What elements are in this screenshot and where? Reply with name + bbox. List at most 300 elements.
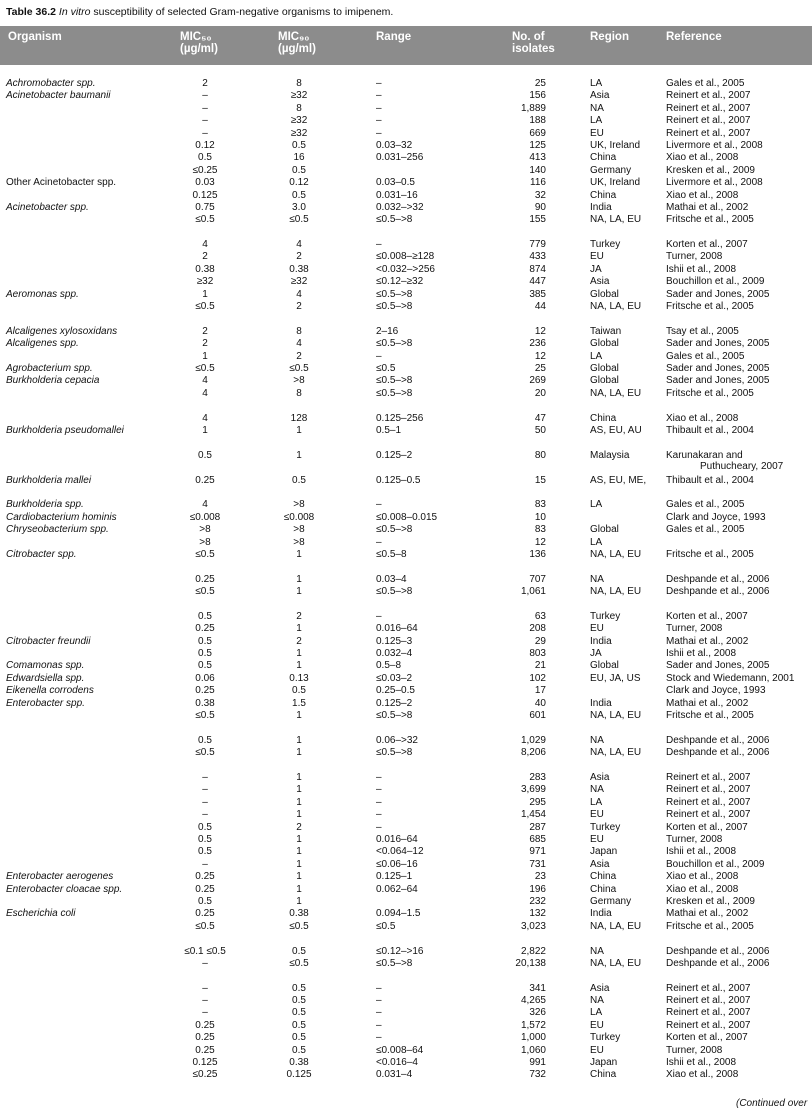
- cell-region: LA: [590, 350, 603, 362]
- cell-isolates: 102: [529, 672, 546, 684]
- reference-text: Reinert et al., 2007: [666, 1019, 751, 1031]
- cell-mic90: 1: [296, 734, 302, 746]
- cell-isolates: 874: [529, 263, 546, 275]
- cell-organism: Burkholderia pseudomallei: [6, 424, 124, 436]
- cell-mic90: 2: [296, 821, 302, 833]
- cell-range: –: [376, 772, 382, 784]
- cell-mic50: 0.38: [195, 263, 215, 275]
- cell-range: ≤0.5–8: [376, 548, 407, 560]
- cell-mic50: 0.5: [198, 635, 212, 647]
- table-header: [0, 26, 812, 65]
- cell-region: Japan: [590, 1057, 618, 1069]
- cell-region: China: [590, 883, 617, 895]
- cell-isolates: 155: [529, 214, 546, 226]
- cell-isolates: 707: [529, 573, 546, 585]
- table-row: [0, 512, 812, 524]
- cell-region: LA: [590, 1007, 603, 1019]
- cell-mic90: 1: [296, 833, 302, 845]
- cell-isolates: 295: [529, 796, 546, 808]
- cell-mic50: 0.25: [195, 1019, 215, 1031]
- header-mic90-l1: MIC₉₀: [278, 31, 310, 43]
- cell-reference: [666, 710, 754, 722]
- reference-text: Reinert et al., 2007: [666, 784, 751, 796]
- cell-mic50: 0.5: [198, 833, 212, 845]
- reference-text: Xiao et al., 2008: [666, 412, 739, 424]
- cell-isolates: 779: [529, 239, 546, 251]
- cell-reference: [666, 772, 751, 784]
- cell-mic90: 1.5: [292, 697, 306, 709]
- cell-mic90: 4: [296, 239, 302, 251]
- table-row: [0, 921, 812, 946]
- cell-region: JA: [590, 263, 602, 275]
- table-row: [0, 995, 812, 1007]
- cell-range: –: [376, 1032, 382, 1044]
- cell-region: EU: [590, 833, 604, 845]
- table-row: [0, 735, 812, 747]
- cell-mic50: ≤0.5: [195, 548, 215, 560]
- cell-region: India: [590, 635, 612, 647]
- cell-range: –: [376, 78, 382, 89]
- reference-text: Mathai et al., 2002: [666, 201, 749, 213]
- cell-region: NA, LA, EU: [590, 920, 642, 932]
- cell-region: Asia: [590, 276, 610, 288]
- cell-mic50: –: [202, 784, 208, 796]
- table-row: [0, 103, 812, 115]
- table-row: [0, 784, 812, 796]
- cell-mic50: 0.25: [195, 883, 215, 895]
- table-row: [0, 375, 812, 387]
- table-row: [0, 264, 812, 276]
- reference-text: Reinert et al., 2007: [666, 796, 751, 808]
- cell-mic90: 0.38: [289, 908, 309, 920]
- cell-reference: [666, 152, 738, 164]
- cell-isolates: 140: [529, 164, 546, 176]
- cell-mic50: ≤0.5: [195, 920, 215, 932]
- cell-range: ≤0.5–>8: [376, 288, 413, 300]
- reference-text: Deshpande et al., 2006: [666, 734, 770, 746]
- cell-range: 0.06–>32: [376, 734, 418, 746]
- cell-reference: [666, 586, 769, 598]
- cell-mic50: ≤0.5: [195, 363, 215, 375]
- cell-reference: [666, 747, 769, 759]
- cell-organism: Other Acinetobacter spp.: [6, 177, 117, 189]
- cell-mic90: 0.5: [292, 995, 306, 1007]
- cell-region: NA, LA, EU: [590, 548, 642, 560]
- cell-mic90: 1: [296, 660, 302, 672]
- cell-mic50: 2: [202, 78, 208, 89]
- cell-range: 2–16: [376, 325, 399, 337]
- cell-region: EU: [590, 1019, 604, 1031]
- cell-mic50: 4: [202, 387, 208, 399]
- cell-mic90: 1: [296, 648, 302, 660]
- cell-reference: [666, 425, 754, 437]
- reference-text: Fritsche et al., 2005: [666, 548, 754, 560]
- cell-region: NA, LA, EU: [590, 710, 642, 722]
- cell-region: NA, LA, EU: [590, 586, 642, 598]
- reference-text: Sader and Jones, 2005: [666, 375, 770, 387]
- cell-isolates: 447: [529, 276, 546, 288]
- cell-isolates: 433: [529, 251, 546, 263]
- cell-reference: [666, 90, 751, 102]
- cell-region: EU, JA, US: [590, 672, 641, 684]
- reference-text: Fritsche et al., 2005: [666, 920, 754, 932]
- cell-reference: [666, 301, 754, 313]
- cell-mic50: 0.5: [198, 734, 212, 746]
- reference-text: Turner, 2008: [666, 251, 723, 263]
- cell-organism: Enterobacter spp.: [6, 697, 85, 709]
- cell-mic90: ≤0.5: [289, 920, 309, 932]
- cell-region: China: [590, 412, 617, 424]
- cell-mic50: –: [202, 102, 208, 114]
- reference-text: Bouchillon et al., 2009: [666, 276, 765, 288]
- cell-mic90: 1: [296, 424, 302, 436]
- table-row: [0, 549, 812, 574]
- table-row: [0, 1057, 812, 1069]
- cell-range: 0.125–1: [376, 871, 413, 883]
- cell-range: ≤0.5–>8: [376, 524, 413, 536]
- cell-reference: [666, 871, 738, 883]
- cell-range: –: [376, 115, 382, 127]
- table-row: [0, 475, 812, 500]
- cell-reference: [666, 363, 769, 375]
- cell-isolates: 269: [529, 375, 546, 387]
- cell-region: Asia: [590, 772, 610, 784]
- table-row: [0, 140, 812, 152]
- reference-text: Fritsche et al., 2005: [666, 710, 754, 722]
- reference-text: Gales et al., 2005: [666, 499, 745, 511]
- cell-region: Asia: [590, 90, 610, 102]
- cell-range: <0.064–12: [376, 846, 424, 858]
- reference-text: Livermore et al., 2008: [666, 177, 763, 189]
- cell-mic50: 0.03: [195, 177, 215, 189]
- reference-text: Sader and Jones, 2005: [666, 338, 770, 350]
- cell-reference: [666, 115, 751, 127]
- cell-isolates: 125: [529, 139, 546, 151]
- cell-mic90: ≥32: [290, 115, 308, 127]
- reference-text: Fritsche et al., 2005: [666, 301, 754, 313]
- reference-text: Ishii et al., 2008: [666, 648, 737, 660]
- cell-organism: Enterobacter cloacae spp.: [6, 883, 123, 895]
- reference-text: Korten et al., 2007: [666, 610, 748, 622]
- cell-range: ≤0.5–>8: [376, 375, 413, 387]
- reference-text: Gales et al., 2005: [666, 350, 745, 362]
- cell-reference: [666, 685, 766, 697]
- cell-region: Global: [590, 660, 619, 672]
- cell-mic50: 4: [202, 499, 208, 511]
- table-row: [0, 946, 812, 958]
- cell-range: 0.016–64: [376, 833, 418, 845]
- cell-reference: [666, 549, 754, 561]
- cell-region: NA: [590, 573, 604, 585]
- cell-mic50: –: [202, 809, 208, 821]
- table-row: [0, 896, 812, 908]
- cell-mic50: 0.5: [198, 449, 212, 461]
- table-row: [0, 128, 812, 140]
- cell-reference: [666, 375, 769, 387]
- table-row: [0, 636, 812, 648]
- cell-mic50: 0.75: [195, 201, 215, 213]
- cell-mic90: 1: [296, 809, 302, 821]
- cell-range: ≤0.5–>8: [376, 710, 413, 722]
- cell-isolates: 63: [534, 610, 546, 622]
- cell-mic50: –: [202, 957, 208, 969]
- cell-region: Japan: [590, 846, 618, 858]
- cell-region: NA, LA, EU: [590, 957, 642, 969]
- cell-region: Turkey: [590, 821, 621, 833]
- table-row: [0, 276, 812, 288]
- cell-region: China: [590, 189, 617, 201]
- cell-reference: [666, 1045, 722, 1057]
- reference-text: Reinert et al., 2007: [666, 1007, 751, 1019]
- cell-mic50: 4: [202, 239, 208, 251]
- cell-reference: [666, 574, 769, 586]
- cell-range: 0.094–1.5: [376, 908, 421, 920]
- cell-region: Asia: [590, 858, 610, 870]
- cell-range: –: [376, 610, 382, 622]
- cell-mic90: 2: [296, 635, 302, 647]
- cell-organism: Comamonas spp.: [6, 660, 85, 672]
- cell-mic50: –: [202, 982, 208, 994]
- cell-isolates: 80: [534, 449, 546, 461]
- table-body: [0, 78, 812, 1082]
- cell-mic90: 1: [296, 623, 302, 635]
- cell-isolates: 47: [534, 412, 546, 424]
- reference-text: Turner, 2008: [666, 1044, 723, 1056]
- table-row: [0, 884, 812, 896]
- cell-range: 0.016–64: [376, 623, 418, 635]
- table-row: [0, 685, 812, 697]
- cell-reference: [666, 946, 769, 958]
- cell-mic90: ≥32: [290, 90, 308, 102]
- table-row: [0, 698, 812, 710]
- cell-range: ≤0.5–>8: [376, 387, 413, 399]
- cell-mic50: >8: [199, 536, 211, 548]
- cell-range: –: [376, 995, 382, 1007]
- table-row: [0, 1069, 812, 1081]
- cell-range: 0.031–4: [376, 1069, 413, 1081]
- cell-region: NA, LA, EU: [590, 301, 642, 313]
- cell-mic50: –: [202, 90, 208, 102]
- cell-range: –: [376, 90, 382, 102]
- header-mic50: [180, 31, 218, 55]
- cell-mic50: ≤0.25: [192, 164, 218, 176]
- cell-organism: Citrobacter spp.: [6, 548, 77, 560]
- table-row: [0, 251, 812, 263]
- cell-region: China: [590, 1069, 617, 1081]
- cell-isolates: 23: [534, 871, 546, 883]
- reference-text: Clark and Joyce, 1993: [666, 511, 766, 523]
- cell-range: 0.032–4: [376, 648, 413, 660]
- cell-organism: Aeromonas spp.: [6, 288, 79, 300]
- header-mic90: [278, 31, 316, 55]
- cell-isolates: 413: [529, 152, 546, 164]
- cell-region: AS, EU, ME,: [590, 474, 647, 486]
- header-reference: Reference: [666, 31, 722, 43]
- table-row: [0, 214, 812, 239]
- cell-mic50: 0.5: [198, 152, 212, 164]
- cell-range: 0.25–0.5: [376, 685, 415, 697]
- table-row: [0, 363, 812, 375]
- cell-reference: [666, 276, 764, 288]
- cell-mic90: 0.5: [292, 139, 306, 151]
- cell-mic50: 0.12: [195, 139, 215, 151]
- cell-mic50: 0.25: [195, 871, 215, 883]
- cell-range: 0.5–1: [376, 424, 402, 436]
- cell-region: NA: [590, 995, 604, 1007]
- cell-range: ≤0.5–>8: [376, 747, 413, 759]
- cell-region: Malaysia: [590, 449, 630, 461]
- table-row: [0, 623, 812, 635]
- cell-mic50: 2: [202, 251, 208, 263]
- cell-reference: [666, 660, 769, 672]
- continued-note: (Continued over: [736, 1098, 808, 1109]
- cell-region: India: [590, 697, 612, 709]
- cell-region: India: [590, 201, 612, 213]
- cell-mic50: –: [202, 995, 208, 1007]
- cell-range: –: [376, 1007, 382, 1019]
- cell-region: Asia: [590, 982, 610, 994]
- table-row: [0, 338, 812, 350]
- table-row: [0, 747, 812, 772]
- cell-mic90: 128: [290, 412, 308, 424]
- table-row: [0, 574, 812, 586]
- cell-mic90: 0.5: [292, 189, 306, 201]
- cell-region: Global: [590, 363, 619, 375]
- table-row: [0, 450, 812, 475]
- cell-reference: [666, 623, 722, 635]
- cell-isolates: 116: [530, 177, 546, 189]
- cell-mic90: 1: [296, 772, 302, 784]
- cell-reference: [666, 834, 722, 846]
- cell-reference: [666, 884, 738, 896]
- table-row: [0, 586, 812, 611]
- reference-text: Turner, 2008: [666, 833, 723, 845]
- cell-mic90: >8: [293, 524, 305, 536]
- reference-text: Reinert et al., 2007: [666, 772, 751, 784]
- reference-text: Korten et al., 2007: [666, 239, 748, 251]
- reference-text: Deshpande et al., 2006: [666, 573, 770, 585]
- reference-text: Mathai et al., 2002: [666, 635, 749, 647]
- cell-reference: [666, 958, 769, 970]
- cell-mic50: 0.5: [198, 846, 212, 858]
- reference-text: Deshpande et al., 2006: [666, 957, 770, 969]
- reference-text: Reinert et al., 2007: [666, 90, 751, 102]
- reference-text-cont: Puthucheary, 2007: [700, 461, 784, 473]
- reference-text: Ishii et al., 2008: [666, 846, 737, 858]
- cell-organism: Enterobacter aerogenes: [6, 871, 114, 883]
- cell-isolates: 1,060: [520, 1044, 546, 1056]
- cell-organism: Escherichia coli: [6, 908, 76, 920]
- cell-region: EU: [590, 809, 604, 821]
- cell-mic90: ≤0.5: [289, 957, 309, 969]
- cell-reference: [666, 1032, 748, 1044]
- cell-reference: [666, 165, 755, 177]
- cell-range: ≤0.5–>8: [376, 338, 413, 350]
- table-row: [0, 710, 812, 735]
- cell-mic90: ≤0.5: [289, 363, 309, 375]
- cell-isolates: 21: [534, 660, 546, 672]
- table-row: [0, 239, 812, 251]
- cell-range: –: [376, 1019, 382, 1031]
- reference-text: Xiao et al., 2008: [666, 1069, 739, 1081]
- cell-isolates: 136: [529, 548, 546, 560]
- cell-mic50: ≤0.5: [195, 586, 215, 598]
- cell-region: Turkey: [590, 239, 621, 251]
- cell-reference: [666, 140, 763, 152]
- cell-range: –: [376, 102, 382, 114]
- cell-region: NA, LA, EU: [590, 747, 642, 759]
- cell-isolates: 12: [534, 350, 546, 362]
- cell-isolates: 25: [534, 78, 546, 89]
- reference-text: Reinert et al., 2007: [666, 115, 751, 127]
- cell-mic90: 1: [296, 573, 302, 585]
- cell-mic50: 0.5: [198, 648, 212, 660]
- cell-isolates: 1,061: [520, 586, 546, 598]
- cell-region: India: [590, 908, 612, 920]
- cell-region: Global: [590, 288, 619, 300]
- cell-reference: [666, 289, 769, 301]
- cell-mic90: 0.5: [292, 164, 306, 176]
- cell-mic90: 1: [296, 895, 302, 907]
- cell-reference: [666, 524, 744, 536]
- cell-mic90: 1: [296, 449, 302, 461]
- cell-reference: [666, 822, 748, 834]
- cell-range: –: [376, 536, 382, 548]
- cell-isolates: 669: [529, 127, 546, 139]
- cell-isolates: 8,206: [520, 747, 546, 759]
- cell-reference: [666, 338, 769, 350]
- table-row: [0, 177, 812, 189]
- cell-reference: [666, 797, 751, 809]
- cell-region: AS, EU, AU: [590, 424, 642, 436]
- cell-mic90: 1: [296, 548, 302, 560]
- table-row: [0, 1032, 812, 1044]
- reference-text: Xiao et al., 2008: [666, 883, 739, 895]
- cell-isolates: 29: [534, 635, 546, 647]
- cell-range: 0.125–256: [376, 412, 424, 424]
- cell-mic90: 1: [296, 784, 302, 796]
- table-row: [0, 859, 812, 871]
- cell-mic50: 0.25: [195, 573, 215, 585]
- cell-region: Taiwan: [590, 325, 622, 337]
- cell-mic50: 0.125: [192, 189, 218, 201]
- reference-text: Fritsche et al., 2005: [666, 387, 754, 399]
- cell-mic90: >8: [293, 536, 305, 548]
- cell-range: –: [376, 350, 382, 362]
- cell-mic50: 0.5: [198, 895, 212, 907]
- cell-mic50: 1: [202, 424, 208, 436]
- cell-isolates: 232: [529, 895, 546, 907]
- cell-region: LA: [590, 499, 603, 511]
- cell-mic50: ≤0.5: [195, 214, 215, 226]
- cell-organism: Acinetobacter spp.: [6, 201, 89, 213]
- cell-range: <0.016–4: [376, 1057, 418, 1069]
- cell-mic90: >8: [293, 375, 305, 387]
- header-range: Range: [376, 31, 412, 43]
- cell-organism: Cardiobacterium hominis: [6, 511, 117, 523]
- reference-text: Thibault et al., 2004: [666, 474, 754, 486]
- cell-isolates: 287: [529, 821, 546, 833]
- reference-text: Bouchillon et al., 2009: [666, 858, 765, 870]
- cell-isolates: 90: [534, 201, 546, 213]
- cell-reference: [666, 908, 748, 920]
- table-row: [0, 1020, 812, 1032]
- cell-isolates: 12: [534, 325, 546, 337]
- cell-isolates: 32: [534, 189, 546, 201]
- reference-text: Gales et al., 2005: [666, 524, 745, 536]
- reference-text: Deshpande et al., 2006: [666, 945, 770, 957]
- cell-range: ≤0.5–>8: [376, 214, 413, 226]
